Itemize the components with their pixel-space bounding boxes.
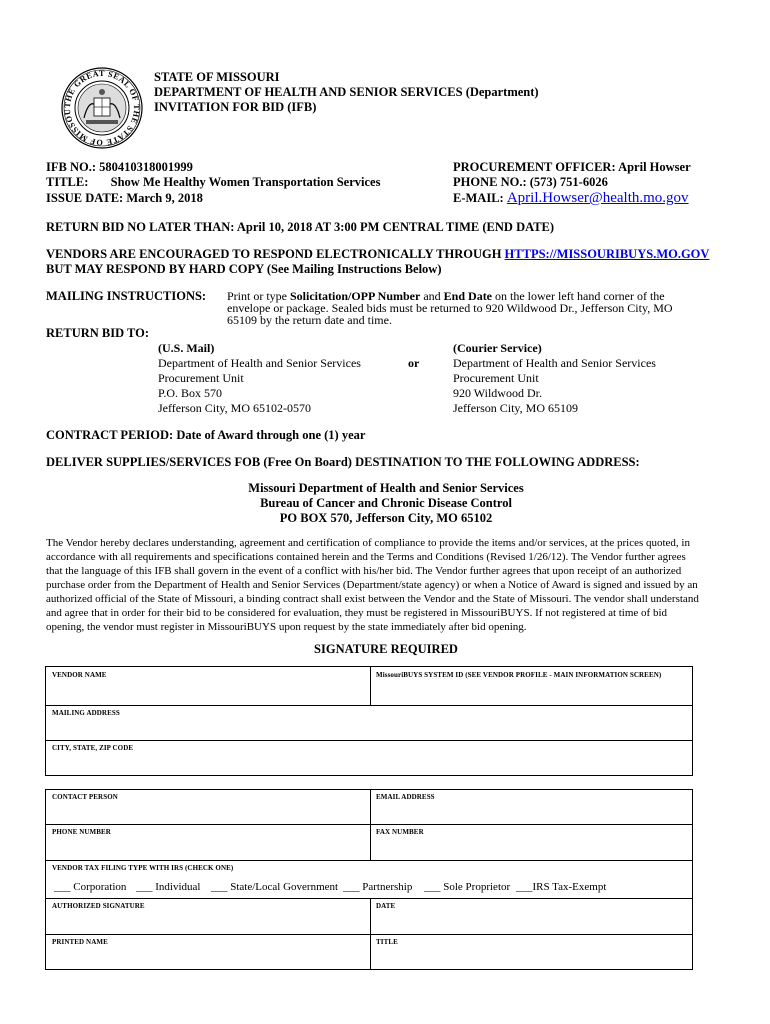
vendor-name-field[interactable] (50, 682, 366, 702)
system-id-field[interactable] (374, 682, 690, 702)
declaration-line: purchase order from the Department of Health and Senior Services (Department/state agency) or when a Notice of Award is signed and issued by an (46, 579, 698, 591)
return-to-label: RETURN BID TO: (46, 326, 150, 340)
mail-address-block (158, 341, 361, 416)
divider (45, 860, 693, 861)
ifb-number-label: IFB NO.: (46, 160, 96, 174)
declaration-line: opening, the vendor must register in MissouriBUYS upon request by the state immediately after bid opening. (46, 621, 527, 633)
contact-person-label: CONTACT PERSON (52, 793, 118, 801)
officer-phone-label: PHONE NO.: (453, 175, 527, 189)
ifb-issue-date: March 9, 2018 (126, 191, 203, 205)
mailing-pre: Print or type (227, 289, 287, 303)
vendor-name-label: VENDOR NAME (52, 671, 107, 679)
officer-phone: (573) 751-6026 (529, 175, 608, 189)
divider (370, 666, 371, 705)
mail-line: P.O. Box 570 (158, 386, 223, 400)
officer-email-label: E-MAIL: (453, 191, 504, 205)
city-state-zip-label: CITY, STATE, ZIP CODE (52, 744, 134, 752)
destination-line: PO BOX 570, Jefferson City, MO 65102 (279, 511, 493, 525)
title-label: TITLE (376, 938, 398, 946)
tax-option-corporation[interactable]: ___ Corporation (54, 881, 127, 893)
declaration-line: accordance with all requirements and specifications contained herein and the Terms and Conditions (Revised 1/26/12). The Vendor further agrees (46, 551, 686, 563)
ifb-issue-label: ISSUE DATE: (46, 191, 124, 205)
mail-line: Department of Health and Senior Services (158, 356, 361, 370)
courier-line: Jefferson City, MO 65109 (453, 401, 578, 415)
phone-number-label: PHONE NUMBER (52, 828, 111, 836)
destination-address (46, 481, 726, 526)
divider (370, 789, 371, 860)
missouribuys-link[interactable]: HTTPS://MISSOURIBUYS.MO.GOV (504, 247, 710, 261)
destination-line: Missouri Department of Health and Senior Services (248, 481, 524, 495)
mailing-mid: and (423, 289, 441, 303)
courier-line: 920 Wildwood Dr. (453, 386, 542, 400)
state-seal (60, 66, 144, 150)
mailing-line2: envelope or package. Sealed bids must be returned to 920 Wildwood Dr., Jefferson City, MO (227, 301, 673, 315)
ifb-issue-row (46, 191, 203, 206)
divider (45, 740, 693, 741)
header-department: DEPARTMENT OF HEALTH AND SENIOR SERVICES (Department) (154, 85, 539, 99)
vendors-text: VENDORS ARE ENCOURAGED TO RESPOND ELECTRONICALLY THROUGH (46, 247, 502, 261)
divider (45, 898, 693, 899)
courier-heading: (Courier Service) (453, 341, 542, 355)
mailing-address-field[interactable] (50, 718, 690, 738)
declaration-line: authorized official of the State of Missouri, a binding contract shall exist between the Vendor and the State of Missouri. The vendor shall understand (46, 593, 699, 605)
email-address-label: EMAIL ADDRESS (376, 793, 435, 801)
title-field[interactable] (374, 948, 690, 968)
mail-line: Jefferson City, MO 65102-0570 (158, 401, 311, 415)
officer-name: April Howser (618, 160, 691, 174)
divider (45, 934, 693, 935)
ifb-title-label: TITLE: (46, 175, 89, 189)
officer-row (453, 160, 691, 175)
officer-label: PROCUREMENT OFFICER: (453, 160, 616, 174)
fax-number-field[interactable] (374, 838, 690, 858)
ifb-number: 580410318001999 (99, 160, 193, 174)
tax-option-irs-exempt[interactable]: ___IRS Tax-Exempt (516, 881, 607, 893)
tax-option-individual[interactable]: ___ Individual (136, 881, 201, 893)
declaration-line: and agree that in order for their bid to be considered for evaluation, they must be registered in MissouriBUYS. If not registered at time of bid (46, 607, 668, 619)
ifb-number-row (46, 160, 193, 175)
ifb-title: Show Me Healthy Women Transportation Services (110, 175, 381, 189)
deliver-heading: DELIVER SUPPLIES/SERVICES FOB (Free On Board) DESTINATION TO THE FOLLOWING ADDRESS: (46, 455, 640, 469)
date-field[interactable] (374, 912, 690, 932)
printed-name-field[interactable] (50, 948, 366, 968)
courier-line: Procurement Unit (453, 371, 539, 385)
officer-email-link[interactable]: April.Howser@health.mo.gov (506, 190, 689, 206)
contact-person-field[interactable] (50, 803, 366, 822)
authorized-signature-label: AUTHORIZED SIGNATURE (52, 902, 145, 910)
mailing-post: on the lower left hand corner of the (495, 289, 665, 303)
divider (45, 705, 693, 706)
header-ifb: INVITATION FOR BID (IFB) (154, 100, 317, 114)
tax-option-partnership[interactable]: ___ Partnership (343, 881, 413, 893)
courier-address-block (453, 341, 656, 416)
return-deadline: RETURN BID NO LATER THAN: April 10, 2018 AT 3:00 PM CENTRAL TIME (END DATE) (46, 220, 555, 234)
officer-email-row (453, 189, 689, 207)
courier-line: Department of Health and Senior Services (453, 356, 656, 370)
mailing-bold2: End Date (443, 289, 493, 303)
destination-line: Bureau of Cancer and Chronic Disease Control (260, 496, 512, 510)
officer-phone-row (453, 175, 608, 190)
vendors-line2: BUT MAY RESPOND BY HARD COPY (See Mailing Instructions Below) (46, 262, 442, 276)
ifb-title-row (46, 175, 380, 190)
mail-heading: (U.S. Mail) (158, 341, 215, 355)
city-state-zip-field[interactable] (50, 753, 690, 773)
divider (45, 824, 693, 825)
mailing-address-label: MAILING ADDRESS (52, 709, 120, 717)
mailing-line3: 65109 by the return date and time. (227, 313, 392, 327)
system-id-label: MissouriBUYS SYSTEM ID (SEE VENDOR PROFILE - MAIN INFORMATION SCREEN) (376, 671, 662, 679)
contract-period: CONTRACT PERIOD: Date of Award through one (1) year (46, 428, 366, 442)
printed-name-label: PRINTED NAME (52, 938, 108, 946)
email-address-field[interactable] (374, 803, 690, 822)
tax-option-government[interactable]: ___ State/Local Government (211, 881, 339, 893)
authorized-signature-field[interactable] (50, 912, 366, 932)
svg-text:THE GREAT SEAL OF THE STATE OF: THE GREAT SEAL OF THE STATE OF MISSOU (62, 68, 142, 148)
divider (370, 898, 371, 970)
vendors-line1 (46, 247, 709, 262)
tax-type-label: VENDOR TAX FILING TYPE WITH IRS (CHECK ONE) (52, 864, 234, 872)
fax-number-label: FAX NUMBER (376, 828, 424, 836)
signature-required-heading: SIGNATURE REQUIRED (314, 642, 458, 656)
declaration-line: that the language of this IFB shall govern in the event of a conflict with his/her bid. The Vendor further agrees that upon receipt of an authorized (46, 565, 682, 577)
phone-number-field[interactable] (50, 838, 366, 858)
declaration-line: The Vendor hereby declares understanding, agreement and certification of compliance to provide the items and/or services, at the prices quoted, in (46, 537, 690, 549)
tax-option-sole-proprietor[interactable]: ___ Sole Proprietor (424, 881, 511, 893)
date-label: DATE (376, 902, 396, 910)
mail-line: Procurement Unit (158, 371, 244, 385)
or-separator: or (408, 356, 420, 370)
seal-icon (60, 66, 144, 150)
mailing-label: MAILING INSTRUCTIONS: (46, 289, 207, 303)
mailing-bold1: Solicitation/OPP Number (290, 289, 421, 303)
header-state: STATE OF MISSOURI (154, 70, 280, 84)
